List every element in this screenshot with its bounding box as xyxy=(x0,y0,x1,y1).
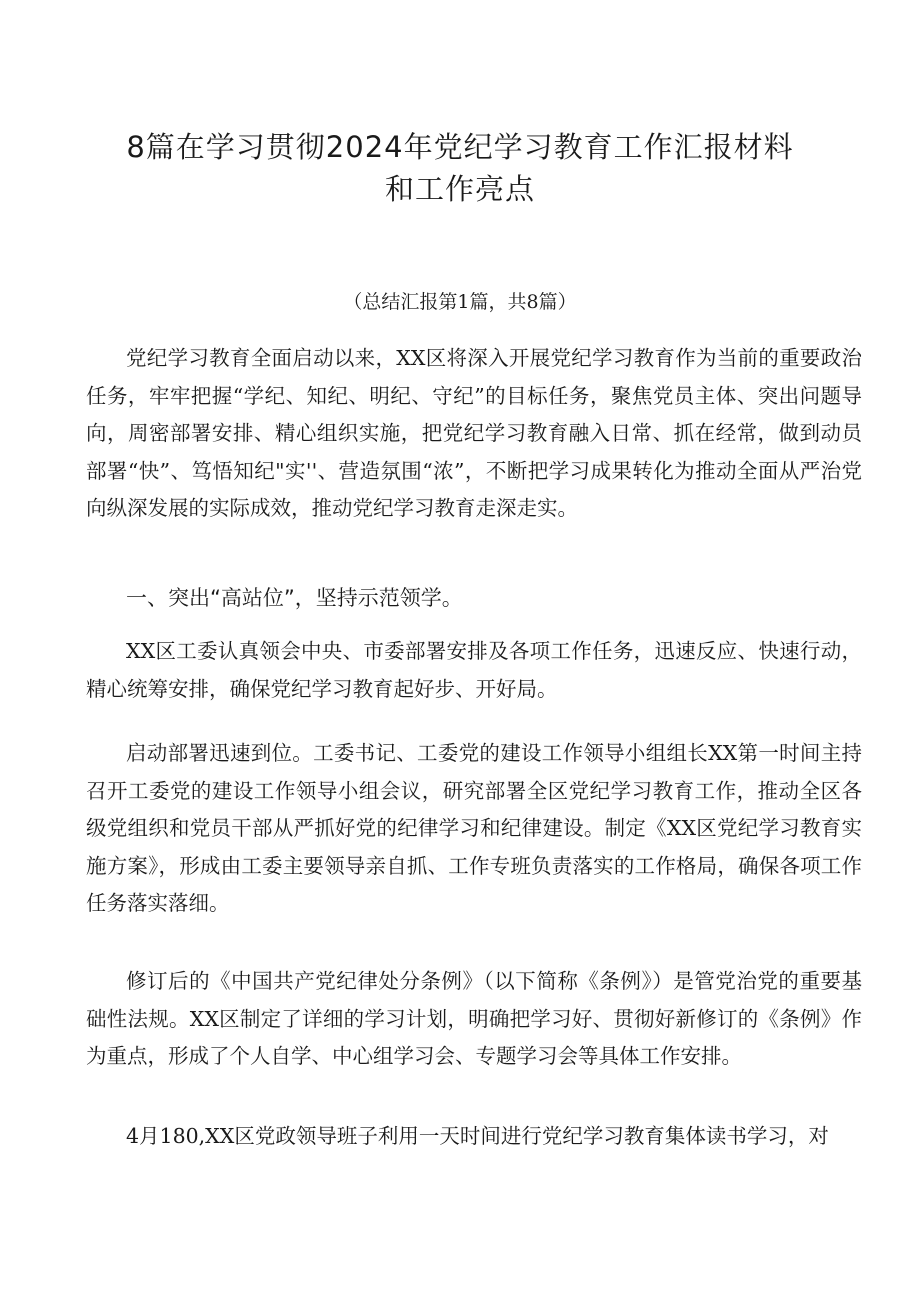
paragraph-intro: 党纪学习教育全面启动以来，XX区将深入开展党纪学习教育作为当前的重要政治任务，牢牢把握“学纪、知纪、明纪、守纪”的目标任务，聚焦党员主体、突出问题导向，周密部署安排、精心组织实施，把党纪学习教育融入日常、抓在经常，做到动员部署“快”、笃悟知纪"实''、营造氛围“浓”，不断把学习成果转化为推动全面从严治党向纵深发展的实际成效，推动党纪学习教育走深走实。 xyxy=(86,346,862,520)
document-title xyxy=(60,126,860,210)
paragraph-2: XX区工委认真领会中央、市委部署安排及各项工作任务，迅速反应、快速行动，精心统筹安排，确保党纪学习教育起好步、开好局。 xyxy=(86,639,862,701)
paragraph-3: 启动部署迅速到位。工委书记、工委党的建设工作领导小组组长XX第一时间主持召开工委党的建设工作领导小组会议，研究部署全区党纪学习教育工作，推动全区各级党组织和党员干部从严抓好党的纪律学习和纪律建设。制定《XX区党纪学习教育实施方案》，形成由工委主要领导亲自抓、工作专班负责落实的工作格局，确保各项工作任务落实落细。 xyxy=(86,741,862,915)
paragraph-4: 修订后的《中国共产党纪律处分条例》（以下简称《条例》）是管党治党的重要基础性法规。XX区制定了详细的学习计划，明确把学习好、贯彻好新修订的《条例》作为重点，形成了个人自学、中心组学习会、专题学习会等具体工作安排。 xyxy=(86,969,862,1068)
paragraph-5: 4月180,XX区党政领导班子利用一天时间进行党纪学习教育集体读书学习，对 xyxy=(126,1124,829,1148)
document-subtitle: （总结汇报第1篇，共8篇） xyxy=(343,291,577,313)
section-heading: 一、突出“高站位”，坚持示范领学。 xyxy=(126,586,463,610)
document-title-line-1: 8篇在学习贯彻2024年党纪学习教育工作汇报材料 xyxy=(126,130,794,164)
document-title-line-2: 和工作亮点 xyxy=(384,172,535,206)
